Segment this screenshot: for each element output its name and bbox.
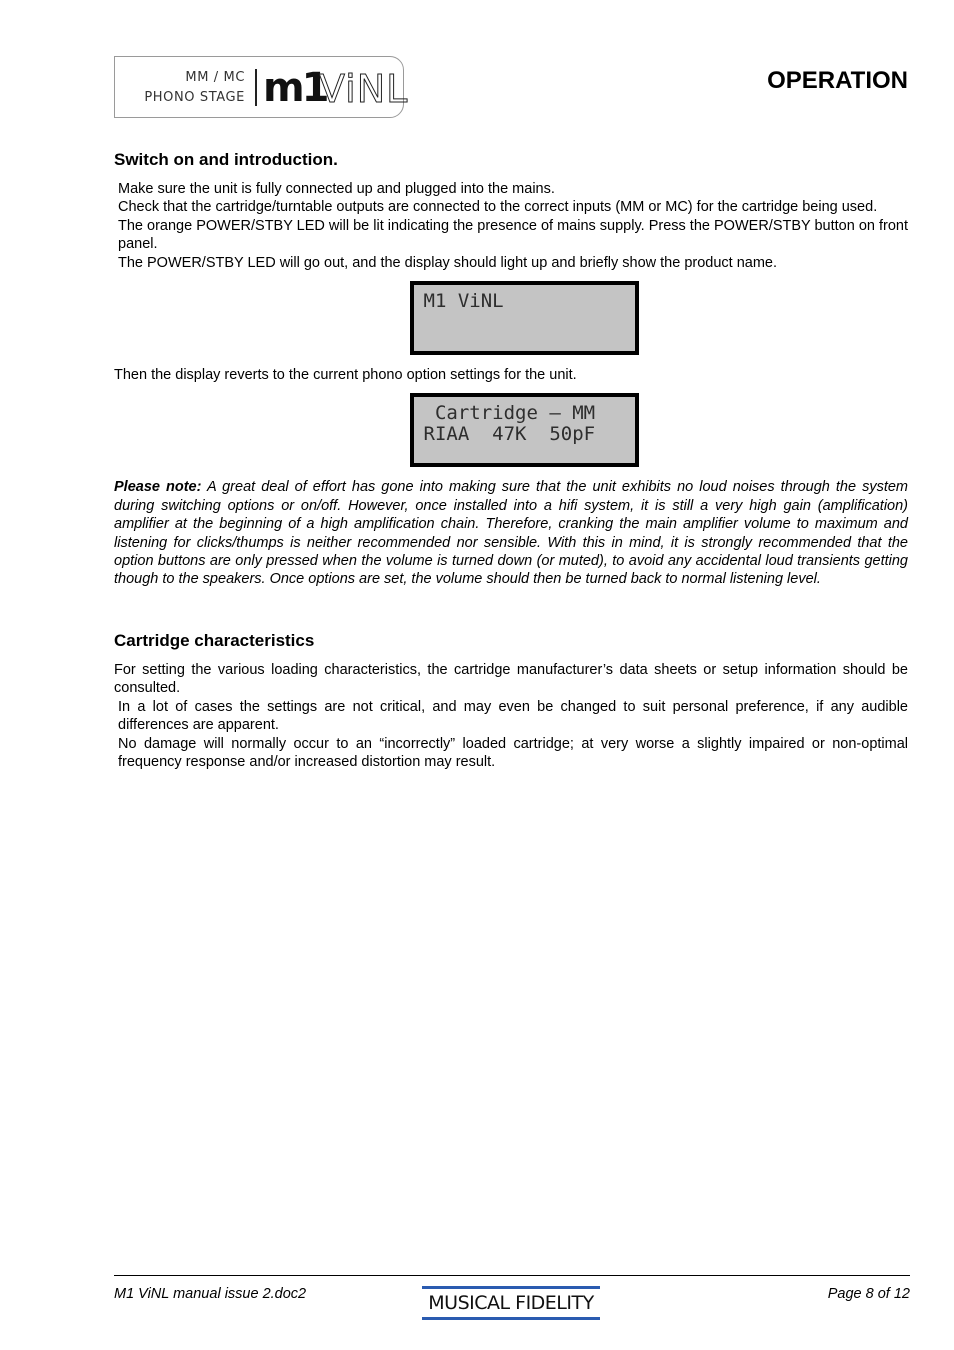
footer-rule bbox=[114, 1275, 910, 1276]
product-logo bbox=[114, 56, 409, 118]
lcd-line-1: M1 ViNL bbox=[423, 290, 504, 313]
logo-subtitle-line1: MM / MC bbox=[185, 70, 245, 85]
paragraph: For setting the various loading characteristics, the cartridge manufacturer’s data sheets or setup information should be consulted. bbox=[114, 661, 908, 697]
lcd-line-1: Cartridge – MM bbox=[423, 402, 596, 425]
logo-vinl-mark: ViNL bbox=[319, 67, 409, 111]
brand-logo: MUSICAL FIDELITY bbox=[422, 1286, 600, 1320]
lcd-line-2: RIAA 47K 50pF bbox=[423, 423, 596, 446]
lcd-display-settings bbox=[114, 393, 908, 467]
section-heading-cartridge: Cartridge characteristics bbox=[114, 630, 315, 650]
logo-m1-mark: m1 bbox=[263, 65, 327, 111]
paragraph: Make sure the unit is fully connected up and plugged into the mains. bbox=[118, 181, 555, 197]
footer-document-name: M1 ViNL manual issue 2.doc2 bbox=[114, 1286, 307, 1302]
paragraph: In a lot of cases the settings are not critical, and may even be changed to suit personal preference, if any audible differences are apparent. bbox=[118, 698, 908, 734]
paragraph: Then the display reverts to the current phono option settings for the unit. bbox=[114, 367, 577, 384]
section-heading-switch-on: Switch on and introduction. bbox=[114, 150, 338, 169]
section-cartridge-characteristics bbox=[114, 631, 908, 771]
lcd-screen bbox=[410, 281, 639, 355]
paragraph: The orange POWER/STBY LED will be lit indicating the presence of mains supply. Press the POWER/STBY button on front panel. bbox=[118, 217, 908, 253]
paragraph: Check that the cartridge/turntable outputs are connected to the correct inputs (MM or MC) for the cartridge being used. bbox=[118, 199, 878, 216]
note-text: A great deal of effort has gone into making sure that the unit exhibits no loud noises through the system during switching options or on/off. However, once installed into a hifi system, it is still a very high gain (amplification) amplifier at the beginning of a high amplification chain. Therefore, cranking the main amplifier volume to maximum and listening for clicks/thumps is neither recommended nor sensible. With this in mind, it is strongly recommended that the option buttons are only pressed when the volume is turned down (or muted), to avoid any accidental loud transients getting though to the speakers. Once options are set, the volume should then be turned back to normal listening level. bbox=[114, 479, 909, 588]
lcd-screen bbox=[410, 393, 639, 467]
note-paragraph bbox=[114, 478, 908, 588]
paragraph: The POWER/STBY LED will go out, and the display should light up and briefly show the product name. bbox=[118, 254, 778, 271]
lcd-display-product-name bbox=[114, 281, 908, 355]
logo-divider bbox=[255, 69, 257, 106]
logo-subtitle-line2: PHONO STAGE bbox=[144, 90, 245, 105]
document-body bbox=[114, 150, 908, 771]
note-label: Please note: bbox=[114, 479, 202, 496]
footer-page-number: Page 8 of 12 bbox=[827, 1286, 910, 1302]
paragraph: No damage will normally occur to an “incorrectly” loaded cartridge; at very worse a slightly impaired or non-optimal frequency response and/or increased distortion may result. bbox=[118, 735, 908, 770]
page-title: OPERATION bbox=[767, 67, 908, 94]
